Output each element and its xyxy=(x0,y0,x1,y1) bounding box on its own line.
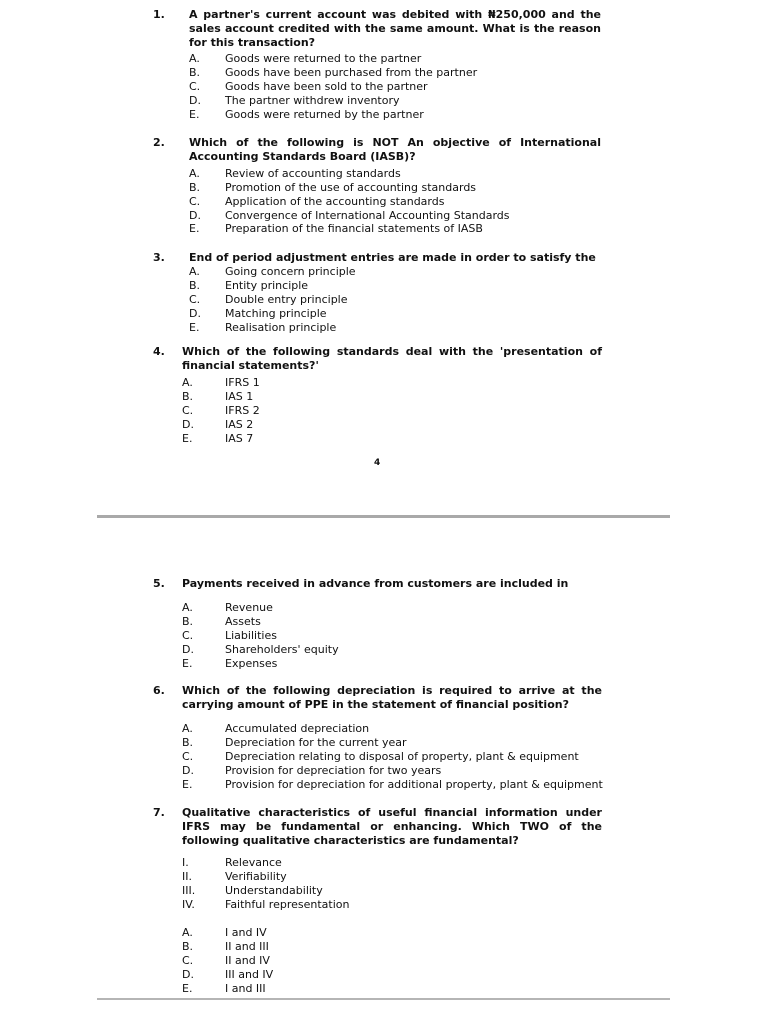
option-letter: B. xyxy=(189,279,201,292)
option-text: Goods have been purchased from the partner xyxy=(225,66,478,79)
option-text: Goods were returned to the partner xyxy=(225,52,422,65)
option-text: Review of accounting standards xyxy=(225,167,401,180)
option-letter: D. xyxy=(189,209,201,222)
option-letter: B. xyxy=(182,940,194,953)
option-letter: E. xyxy=(189,222,200,235)
option-text: Double entry principle xyxy=(225,293,348,306)
option-text: IAS 1 xyxy=(225,390,254,403)
option-letter: D. xyxy=(189,307,201,320)
option-text: Convergence of International Accounting Standards xyxy=(225,209,510,222)
question-text-start: Qualitative characteristics of useful financial information under IFRS may be fundamental or enhancing. Which xyxy=(182,806,602,833)
exam-page-5 xyxy=(0,540,768,1010)
option-letter: E. xyxy=(182,778,193,791)
option-letter: C. xyxy=(189,195,201,208)
question-emphasis: NOT xyxy=(372,136,399,149)
question-text: A partner's current account was debited with ₦250,000 and the sales account credited with the same amount. What is the reason for this transaction? xyxy=(189,8,601,49)
option-letter: E. xyxy=(182,432,193,445)
question-text-end: An objective of International Accounting Standards Board (IASB)? xyxy=(189,136,602,163)
option-text: Entity principle xyxy=(225,279,309,292)
option-letter: A. xyxy=(182,376,193,389)
option-text: Provision for depreciation for additional property, plant & equipment xyxy=(225,778,603,791)
question-emphasis: TWO xyxy=(519,820,549,833)
option-text: Depreciation relating to disposal of property, plant & equipment xyxy=(225,750,579,763)
option-text: Accumulated depreciation xyxy=(225,722,370,735)
option-text: I and III xyxy=(225,982,266,995)
question-number: 1. xyxy=(153,8,165,21)
question-text xyxy=(189,136,601,164)
option-letter: A. xyxy=(189,52,200,65)
question-number: 6. xyxy=(153,684,165,697)
question-number: 5. xyxy=(153,577,165,590)
question-number: 7. xyxy=(153,806,165,819)
option-letter: E. xyxy=(182,657,193,670)
option-text: I and IV xyxy=(225,926,267,939)
option-letter: A. xyxy=(182,926,193,939)
option-text: IFRS 1 xyxy=(225,376,260,389)
option-letter: B. xyxy=(189,66,201,79)
question-text xyxy=(182,806,602,848)
page-divider xyxy=(97,515,670,518)
option-text: Goods have been sold to the partner xyxy=(225,80,428,93)
option-text: Going concern principle xyxy=(225,265,356,278)
option-text: II and III xyxy=(225,940,269,953)
option-letter: A. xyxy=(189,265,200,278)
question-text: End of period adjustment entries are made in order to satisfy the xyxy=(189,251,596,264)
statement-numeral: I. xyxy=(182,856,189,869)
statement-numeral: IV. xyxy=(182,898,195,911)
option-text: Goods were returned by the partner xyxy=(225,108,424,121)
page-bottom-divider xyxy=(97,998,670,1000)
option-text: Promotion of the use of accounting standards xyxy=(225,181,477,194)
option-letter: A. xyxy=(189,167,200,180)
option-letter: D. xyxy=(182,764,194,777)
exam-page-4 xyxy=(0,0,768,500)
option-text: Assets xyxy=(225,615,261,628)
option-text: IAS 2 xyxy=(225,418,254,431)
question-text: Which of the following standards deal with the 'presentation of financial statements?' xyxy=(182,345,602,372)
option-text: Revenue xyxy=(225,601,273,614)
option-letter: D. xyxy=(189,94,201,107)
option-letter: E. xyxy=(189,321,200,334)
option-letter: C. xyxy=(182,404,194,417)
option-text: Application of the accounting standards xyxy=(225,195,445,208)
question-number: 2. xyxy=(153,136,165,149)
statement-text: Verifiability xyxy=(225,870,287,883)
option-text: IFRS 2 xyxy=(225,404,260,417)
option-text: Depreciation for the current year xyxy=(225,736,407,749)
question-text-end: of the following qualitative characteristics are fundamental? xyxy=(182,820,602,847)
option-text: Preparation of the financial statements of IASB xyxy=(225,222,483,235)
option-letter: D. xyxy=(182,643,194,656)
option-letter: B. xyxy=(182,615,194,628)
option-letter: C. xyxy=(189,80,201,93)
statement-numeral: II. xyxy=(182,870,192,883)
option-letter: B. xyxy=(189,181,201,194)
option-letter: B. xyxy=(182,736,194,749)
question-text-start: Which of the following is xyxy=(189,136,373,149)
option-letter: A. xyxy=(182,722,193,735)
option-text: Liabilities xyxy=(225,629,277,642)
option-text: IAS 7 xyxy=(225,432,254,445)
option-letter: A. xyxy=(182,601,193,614)
statement-text: Faithful representation xyxy=(225,898,350,911)
option-letter: E. xyxy=(182,982,193,995)
option-text: II and IV xyxy=(225,954,270,967)
option-text: Matching principle xyxy=(225,307,327,320)
option-letter: B. xyxy=(182,390,194,403)
statement-numeral: III. xyxy=(182,884,196,897)
statement-text: Relevance xyxy=(225,856,282,869)
question-number: 4. xyxy=(153,345,165,358)
option-letter: E. xyxy=(189,108,200,121)
option-text: Provision for depreciation for two years xyxy=(225,764,442,777)
page-number: 4 xyxy=(374,458,381,468)
question-text: Payments received in advance from customers are included in xyxy=(182,577,569,590)
question-text: Which of the following depreciation is required to arrive at the carrying amount of PPE in the statement of financial position? xyxy=(182,684,602,711)
option-letter: C. xyxy=(182,954,194,967)
option-letter: D. xyxy=(182,418,194,431)
option-text: III and IV xyxy=(225,968,274,981)
statement-text: Understandability xyxy=(225,884,323,897)
option-text: Shareholders' equity xyxy=(225,643,339,656)
question-number: 3. xyxy=(153,251,165,264)
option-text: The partner withdrew inventory xyxy=(225,94,400,107)
option-letter: C. xyxy=(182,750,194,763)
option-letter: C. xyxy=(189,293,201,306)
option-text: Expenses xyxy=(225,657,278,670)
option-text: Realisation principle xyxy=(225,321,337,334)
option-letter: C. xyxy=(182,629,194,642)
option-letter: D. xyxy=(182,968,194,981)
